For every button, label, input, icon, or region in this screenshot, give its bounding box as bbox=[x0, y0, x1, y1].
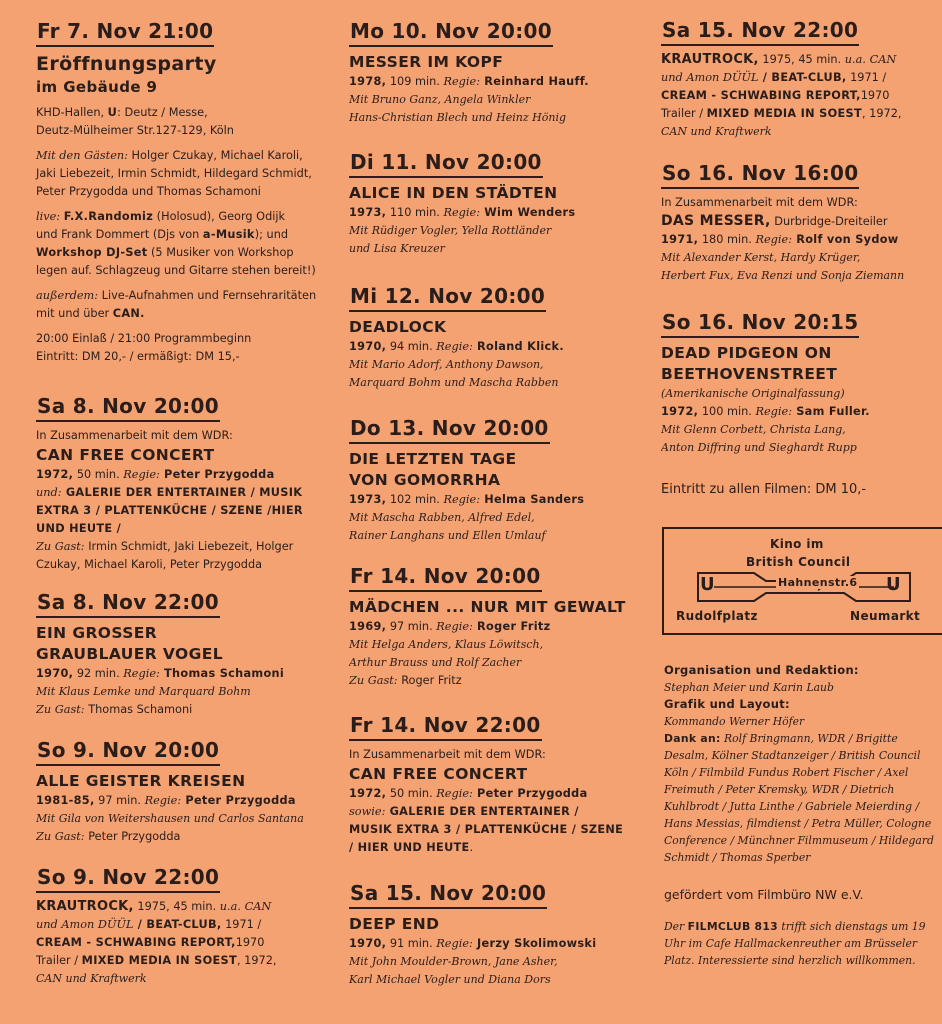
event-do-13-nov bbox=[349, 415, 644, 545]
event-line: Trailer / MIXED MEDIA IN SOEST, 1972, bbox=[661, 107, 902, 120]
event-credits: 1972, 100 min. Regie: Sam Fuller. bbox=[661, 405, 870, 418]
event-credits: 1972, 50 min. Regie: Peter Przygodda bbox=[36, 468, 275, 481]
sponsor-line: gefördert vom Filmbüro NW e.V. bbox=[664, 887, 864, 902]
event-guest: Zu Gast: Irmin Schmidt, Jaki Liebezeit, Holger bbox=[36, 540, 294, 553]
event-date-header: So 16. Nov 20:15 bbox=[661, 309, 859, 338]
event-credits: 1973, 110 min. Regie: Wim Wenders bbox=[349, 206, 576, 219]
event-credits: 1971, 180 min. Regie: Rolf von Sydow bbox=[661, 233, 899, 246]
event-guest: Zu Gast: Thomas Schamoni bbox=[36, 703, 193, 716]
stop-neumarkt: Neumarkt bbox=[850, 609, 921, 623]
event-time: 20:00 Einlaß / 21:00 Programmbeginn bbox=[36, 332, 252, 345]
event-guest: Zu Gast: Peter Przygodda bbox=[36, 830, 181, 843]
credits-thanks-line: Freimuth / Peter Kremsky, WDR / Dietrich bbox=[664, 783, 895, 796]
event-coop: In Zusammenarbeit mit dem WDR: bbox=[36, 429, 233, 442]
event-line: CAN und Kraftwerk bbox=[661, 125, 772, 138]
event-date-header: Fr 7. Nov 21:00 bbox=[36, 18, 214, 47]
event-credits: 1969, 97 min. Regie: Roger Fritz bbox=[349, 620, 551, 633]
event-extras: sowie: GALERIE DER ENTERTAINER / bbox=[349, 805, 579, 818]
event-guest-line: Czukay, Michael Karoli, Peter Przygodda bbox=[36, 558, 263, 571]
credits-thanks-line: Hans Messias, filmdienst / Petra Müller, Cologne bbox=[664, 817, 932, 830]
event-credits: 1978, 109 min. Regie: Reinhard Hauff. bbox=[349, 75, 589, 88]
event-fr-7-nov bbox=[36, 18, 331, 366]
event-credits: 1970, 92 min. Regie: Thomas Schamoni bbox=[36, 667, 285, 680]
venue-name-line: British Council bbox=[746, 555, 851, 569]
event-title: ALICE IN DEN STÄDTEN bbox=[349, 184, 558, 202]
event-coop: In Zusammenarbeit mit dem WDR: bbox=[349, 748, 546, 761]
event-title-line: GRAUBLAUER VOGEL bbox=[36, 645, 223, 663]
event-credits: 1981-85, 97 min. Regie: Peter Przygodda bbox=[36, 794, 296, 807]
event-cast: und Lisa Kreuzer bbox=[349, 242, 445, 255]
event-title: MESSER IM KOPF bbox=[349, 53, 504, 71]
event-mo-10-nov bbox=[349, 18, 644, 127]
credits-text: Stephan Meier und Karin Laub bbox=[664, 681, 834, 694]
event-cast: Marquard Bohm und Mascha Rabben bbox=[349, 376, 559, 389]
event-mi-12-nov bbox=[349, 283, 644, 392]
event-guests-line: Jaki Liebezeit, Irmin Schmidt, Hildegard Schmidt, bbox=[36, 167, 312, 180]
event-title: CAN FREE CONCERT bbox=[36, 446, 215, 464]
club-note-line: Platz. Interessierte sind herzlich willkommen. bbox=[664, 954, 916, 967]
event-date-header: Sa 15. Nov 22:00 bbox=[661, 17, 859, 46]
event-sa-8-nov-20 bbox=[36, 393, 331, 574]
event-cast: Karl Michael Vogler und Diana Dors bbox=[349, 973, 551, 986]
event-date-header: Sa 8. Nov 22:00 bbox=[36, 589, 220, 618]
event-title: MÄDCHEN ... NUR MIT GEWALT bbox=[349, 598, 626, 616]
event-cast: Mit Gila von Weitershausen und Carlos Santana bbox=[36, 812, 304, 825]
credits-section bbox=[664, 662, 942, 969]
subway-u-left-icon: U bbox=[700, 574, 715, 595]
event-date-header: Mo 10. Nov 20:00 bbox=[349, 18, 553, 47]
event-live-line: Workshop DJ-Set (5 Musiker von Workshop bbox=[36, 246, 294, 259]
event-cast: Hans-Christian Blech und Heinz Hönig bbox=[349, 111, 567, 124]
event-note: (Amerikanische Originalfassung) bbox=[661, 387, 845, 400]
event-title: DEEP END bbox=[349, 915, 440, 933]
event-cast: Anton Diffring und Sieghardt Rupp bbox=[661, 441, 857, 454]
event-date-header: So 16. Nov 16:00 bbox=[661, 160, 859, 189]
event-extras: und: GALERIE DER ENTERTAINER / MUSIK bbox=[36, 486, 303, 499]
stop-rudolfplatz: Rudolfplatz bbox=[676, 609, 758, 623]
venue-map bbox=[662, 527, 942, 635]
event-cast: Mit Bruno Ganz, Angela Winkler bbox=[349, 93, 531, 106]
credits-thanks-line: Conference / Münchner Filmmuseum / Hildegard bbox=[664, 834, 934, 847]
event-line: und Amon DÜÜL / BEAT-CLUB, 1971 / bbox=[36, 918, 262, 931]
credits-thanks: Dank an: Rolf Bringmann, WDR / Brigitte bbox=[664, 732, 898, 745]
event-title: DAS MESSER, Durbridge-Dreiteiler bbox=[661, 213, 888, 229]
event-extras: EXTRA 3 / PLATTENKÜCHE / SZENE /HIER bbox=[36, 504, 303, 517]
event-title: Eröffnungsparty bbox=[36, 53, 217, 75]
event-date-header: Di 11. Nov 20:00 bbox=[349, 149, 543, 178]
event-line: CREAM - SCHWABING REPORT,1970 bbox=[661, 89, 890, 102]
event-so-9-nov-22 bbox=[36, 864, 331, 988]
event-line: CAN und Kraftwerk bbox=[36, 972, 147, 985]
event-title: DIE LETZTEN TAGE bbox=[349, 450, 517, 468]
event-title: ALLE GEISTER KREISEN bbox=[36, 772, 246, 790]
event-so-16-nov-16 bbox=[661, 160, 942, 285]
event-date-header: So 9. Nov 22:00 bbox=[36, 864, 220, 893]
event-line: Trailer / MIXED MEDIA IN SOEST, 1972, bbox=[36, 954, 277, 967]
event-cast: Mit Alexander Kerst, Hardy Krüger, bbox=[661, 251, 861, 264]
event-guest: Zu Gast: Roger Fritz bbox=[349, 674, 462, 687]
event-cast: Rainer Langhans und Ellen Umlauf bbox=[349, 529, 546, 542]
event-date-header: Fr 14. Nov 20:00 bbox=[349, 563, 542, 592]
credits-text: Kommando Werner Höfer bbox=[664, 715, 805, 728]
event-cast: Mit Rüdiger Vogler, Yella Rottländer bbox=[349, 224, 552, 237]
event-cast: Mit Mario Adorf, Anthony Dawson, bbox=[349, 358, 544, 371]
event-cast: Mit Klaus Lemke und Marquard Bohm bbox=[36, 685, 251, 698]
event-sa-15-nov-20 bbox=[349, 880, 644, 989]
subway-u-right-icon: U bbox=[886, 574, 901, 595]
credits-heading: Organisation und Redaktion: bbox=[664, 663, 859, 677]
event-cast: Mit Helga Anders, Klaus Löwitsch, bbox=[349, 638, 544, 651]
club-note: Der FILMCLUB 813 trifft sich dienstags um 19 bbox=[664, 920, 926, 933]
event-cast: Mit Glenn Corbett, Christa Lang, bbox=[661, 423, 846, 436]
event-credits: 1970, 91 min. Regie: Jerzy Skolimowski bbox=[349, 937, 597, 950]
credits-heading: Grafik und Layout: bbox=[664, 697, 790, 711]
event-date-header: Do 13. Nov 20:00 bbox=[349, 415, 550, 444]
event-sa-8-nov-22 bbox=[36, 589, 331, 719]
event-title: DEADLOCK bbox=[349, 318, 447, 336]
event-fr-14-nov-22 bbox=[349, 712, 644, 857]
event-line: KRAUTROCK, 1975, 45 min. u.a. CAN bbox=[661, 52, 897, 67]
venue-name: Kino im bbox=[770, 537, 824, 551]
event-line: KRAUTROCK, 1975, 45 min. u.a. CAN bbox=[36, 899, 272, 914]
event-credits: 1973, 102 min. Regie: Helma Sanders bbox=[349, 493, 585, 506]
event-line: CREAM - SCHWABING REPORT,1970 bbox=[36, 936, 265, 949]
event-line: und Amon DÜÜL / BEAT-CLUB, 1971 / bbox=[661, 71, 887, 84]
event-title-line: VON GOMORRHA bbox=[349, 471, 501, 489]
street-label: Hahnenstr.6 bbox=[778, 576, 858, 589]
event-live-line: legen auf. Schlagzeug und Gitarre stehen bereit!) bbox=[36, 264, 316, 277]
event-guests-line: Peter Przygodda und Thomas Schamoni bbox=[36, 185, 261, 198]
event-credits: 1972, 50 min. Regie: Peter Przygodda bbox=[349, 787, 588, 800]
event-cast: Herbert Fux, Eva Renzi und Sonja Ziemann bbox=[661, 269, 905, 282]
event-fr-14-nov-20 bbox=[349, 563, 644, 690]
event-date-header: So 9. Nov 20:00 bbox=[36, 737, 220, 766]
event-date-header: Mi 12. Nov 20:00 bbox=[349, 283, 546, 312]
credits-thanks-line: Schmidt / Thomas Sperber bbox=[664, 851, 811, 864]
event-extras: UND HEUTE / bbox=[36, 522, 122, 535]
event-date-header: Sa 15. Nov 20:00 bbox=[349, 880, 547, 909]
event-live: live: F.X.Randomiz (Holosud), Georg Odijk bbox=[36, 210, 286, 223]
event-extras: MUSIK EXTRA 3 / PLATTENKÜCHE / SZENE bbox=[349, 823, 624, 836]
event-entry: Eintritt: DM 20,- / ermäßigt: DM 15,- bbox=[36, 350, 240, 363]
event-address: Deutz-Mülheimer Str.127-129, Köln bbox=[36, 124, 234, 137]
event-sa-15-nov-22 bbox=[661, 17, 942, 141]
event-extras: / HIER UND HEUTE. bbox=[349, 841, 474, 854]
event-so-9-nov-20 bbox=[36, 737, 331, 846]
event-title: DEAD PIDGEON ON bbox=[661, 344, 832, 362]
event-cast: Mit Mascha Rabben, Alfred Edel, bbox=[349, 511, 535, 524]
event-subtitle: im Gebäude 9 bbox=[36, 78, 158, 96]
entry-all-films: Eintritt zu allen Filmen: DM 10,- bbox=[661, 482, 867, 497]
event-title-line: BEETHOVENSTREET bbox=[661, 365, 838, 383]
event-cast: Arthur Brauss und Rolf Zacher bbox=[349, 656, 522, 669]
event-also-line: mit und über CAN. bbox=[36, 307, 145, 320]
event-cast: Mit John Moulder-Brown, Jane Asher, bbox=[349, 955, 558, 968]
credits-thanks-line: Desalm, Kölner Stadtanzeiger / British Council bbox=[664, 749, 921, 762]
event-also: außerdem: Live-Aufnahmen und Fernsehraritäten bbox=[36, 289, 317, 302]
event-title: EIN GROSSER bbox=[36, 624, 158, 642]
club-note-line: Uhr im Cafe Hallmackenreuther am Brüsseler bbox=[664, 937, 918, 950]
event-so-16-nov-2015 bbox=[661, 309, 942, 457]
event-location: KHD-Hallen, U: Deutz / Messe, bbox=[36, 106, 208, 119]
event-di-11-nov bbox=[349, 149, 644, 258]
event-coop: In Zusammenarbeit mit dem WDR: bbox=[661, 196, 858, 209]
event-credits: 1970, 94 min. Regie: Roland Klick. bbox=[349, 340, 564, 353]
event-title: CAN FREE CONCERT bbox=[349, 765, 528, 783]
event-date-header: Fr 14. Nov 22:00 bbox=[349, 712, 542, 741]
event-date-header: Sa 8. Nov 20:00 bbox=[36, 393, 220, 422]
event-guests: Mit den Gästen: Holger Czukay, Michael Karoli, bbox=[36, 149, 303, 162]
event-live-line: und Frank Dommert (Djs von a-Musik); und bbox=[36, 228, 289, 241]
credits-thanks-line: Kuhlbrodt / Jutta Linthe / Gabriele Meierding / bbox=[664, 800, 920, 813]
credits-thanks-line: Köln / Filmbild Fundus Robert Fischer / Axel bbox=[664, 766, 909, 779]
